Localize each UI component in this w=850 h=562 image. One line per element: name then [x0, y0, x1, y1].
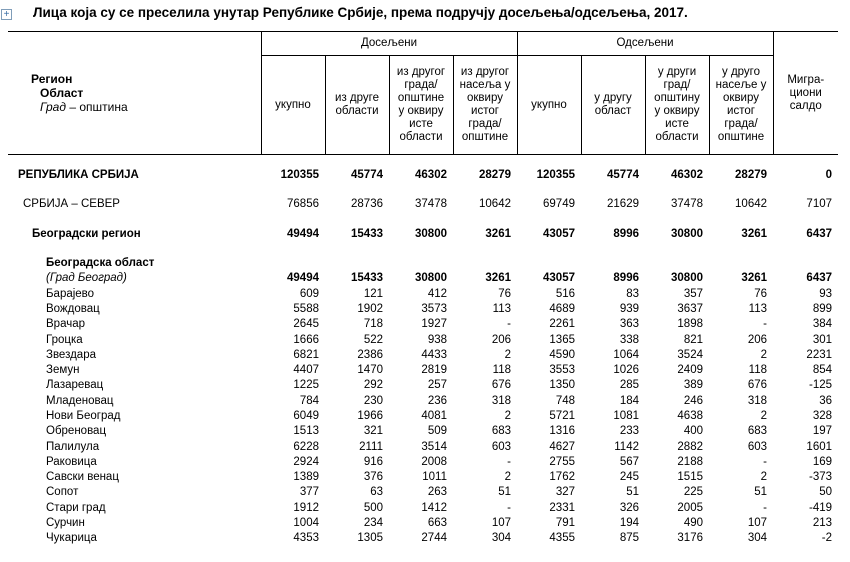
value-cell: 1470	[357, 364, 383, 377]
value-cell: 76	[754, 287, 768, 300]
oblast-row	[8, 256, 838, 271]
spacer-row	[8, 242, 838, 256]
value-cell: 3553	[549, 364, 575, 377]
row-label: Сопот	[46, 486, 79, 499]
value-cell: 609	[299, 287, 319, 300]
spacer-row	[8, 155, 838, 169]
row-label: Београдска област	[46, 257, 155, 270]
odseljeni-col-header-2: у другу област	[581, 56, 645, 155]
value-cell: 76856	[287, 198, 319, 211]
row-label: (Град Београд)	[46, 272, 127, 285]
value-cell: 43057	[543, 227, 575, 240]
grad-label: Град	[40, 100, 66, 114]
value-cell: -	[507, 501, 511, 514]
value-cell: 3637	[677, 302, 703, 315]
value-cell: 603	[491, 440, 511, 453]
value-cell: 121	[363, 287, 383, 300]
row-label: Вождовац	[46, 302, 100, 315]
value-cell: 748	[555, 394, 575, 407]
value-cell: 120355	[280, 169, 319, 182]
value-cell: 93	[819, 287, 833, 300]
value-cell: 2261	[549, 318, 575, 331]
value-cell: 1081	[613, 410, 639, 422]
value-cell: 30800	[671, 272, 703, 285]
table-header	[8, 32, 838, 155]
empty-cell	[709, 256, 773, 271]
value-cell: 3261	[741, 272, 768, 285]
value-cell: 234	[363, 517, 383, 530]
value-cell: 384	[812, 318, 833, 331]
value-cell: 45774	[351, 169, 383, 182]
table-title: Лица која су се преселила унутар Републике Србије, према подручју досељења/одсељења, 2017.	[33, 5, 688, 20]
value-cell: 327	[555, 486, 575, 499]
grad-row	[8, 271, 838, 286]
municipality-row	[8, 485, 838, 500]
value-cell: 509	[427, 425, 447, 438]
value-cell: 206	[747, 333, 768, 346]
opstina-label: – општина	[65, 100, 128, 114]
value-cell: 45774	[607, 169, 639, 182]
value-cell: -	[763, 455, 768, 468]
value-cell: 1365	[549, 333, 575, 346]
row-label: Стари град	[46, 501, 106, 514]
value-cell: 1305	[357, 532, 383, 545]
empty-cell	[517, 256, 581, 271]
value-cell: 76	[498, 287, 511, 300]
row-label: Сурчин	[46, 517, 85, 530]
value-cell: 412	[427, 287, 447, 300]
value-cell: -419	[808, 501, 833, 514]
value-cell: 1902	[357, 302, 383, 315]
value-cell: 916	[363, 455, 383, 468]
municipality-row	[8, 378, 838, 393]
value-cell: 2	[760, 348, 768, 361]
value-cell: 3573	[421, 302, 447, 315]
value-cell: 4081	[421, 410, 447, 422]
row-label: СРБИЈА – СЕВЕР	[23, 198, 120, 211]
value-cell: 318	[747, 394, 768, 407]
value-cell: 2819	[421, 364, 447, 377]
value-cell: 10642	[735, 198, 768, 211]
value-cell: 6437	[806, 227, 833, 240]
value-cell: 899	[812, 302, 833, 315]
value-cell: 376	[363, 471, 383, 484]
row-label: Београдски регион	[32, 227, 141, 240]
value-cell: -373	[808, 471, 833, 484]
row-label: Гроцка	[46, 333, 83, 346]
value-cell: 500	[363, 501, 383, 514]
value-cell: 30800	[415, 272, 447, 285]
odseljeni-col-header-3: у други град/ општину у оквиру исте области	[645, 56, 709, 155]
value-cell: 1064	[613, 348, 639, 361]
municipality-row	[8, 516, 838, 531]
value-cell: 246	[683, 394, 703, 407]
value-cell: 3261	[741, 227, 768, 240]
empty-cell	[453, 256, 517, 271]
value-cell: 939	[619, 302, 639, 315]
value-cell: 1316	[549, 425, 575, 438]
municipality-row	[8, 501, 838, 516]
value-cell: 1412	[421, 501, 447, 514]
value-cell: 184	[619, 394, 639, 407]
value-cell: 2386	[357, 348, 383, 361]
value-cell: 3176	[677, 532, 703, 545]
empty-cell	[389, 256, 453, 271]
odseljeni-group-header: Одсељени	[517, 32, 773, 56]
value-cell: 2755	[549, 455, 575, 468]
value-cell: 51	[754, 486, 768, 499]
value-cell: 8996	[613, 227, 639, 240]
municipality-row	[8, 286, 838, 301]
value-cell: 83	[626, 287, 639, 300]
value-cell: 516	[555, 287, 575, 300]
value-cell: 2231	[806, 348, 833, 361]
municipality-row	[8, 332, 838, 347]
odseljeni-col-header-1: укупно	[517, 56, 581, 155]
value-cell: 603	[747, 440, 768, 453]
value-cell: 1912	[293, 501, 319, 514]
value-cell: 326	[619, 501, 639, 514]
region-header-cell	[8, 32, 261, 155]
value-cell: -	[763, 318, 768, 331]
value-cell: 4638	[677, 410, 703, 422]
value-cell: 28279	[735, 169, 768, 182]
value-cell: 663	[427, 517, 447, 530]
belgrade-region-row	[8, 227, 838, 242]
value-cell: 213	[812, 517, 833, 530]
row-label: Палилула	[46, 440, 100, 453]
value-cell: 1225	[293, 379, 319, 392]
value-cell: 37478	[415, 198, 447, 211]
value-cell: 63	[370, 486, 383, 499]
row-label: Врачар	[46, 318, 85, 331]
value-cell: 389	[683, 379, 703, 392]
value-cell: 1004	[293, 517, 319, 530]
value-cell: -	[507, 318, 511, 331]
value-cell: 206	[491, 333, 511, 346]
value-cell: 1966	[357, 410, 383, 422]
value-cell: 1350	[549, 379, 575, 392]
value-cell: 169	[812, 455, 833, 468]
value-cell: 567	[619, 455, 639, 468]
statistics-table-container	[8, 31, 838, 547]
value-cell: 113	[748, 302, 768, 315]
row-label: Савски венац	[46, 471, 119, 484]
value-cell: 718	[363, 318, 383, 331]
municipality-row	[8, 470, 838, 485]
empty-cell	[581, 256, 645, 271]
value-cell: 2	[504, 471, 511, 484]
value-cell: 377	[299, 486, 319, 499]
value-cell: 51	[626, 486, 639, 499]
value-cell: 230	[363, 394, 383, 407]
value-cell: 683	[491, 425, 511, 438]
empty-cell	[645, 256, 709, 271]
value-cell: 7107	[806, 198, 833, 211]
municipality-row	[8, 439, 838, 454]
value-cell: 1601	[806, 440, 833, 453]
value-cell: 285	[619, 379, 639, 392]
value-cell: 2	[760, 410, 768, 422]
doseljeni-col-header-4: из другог насеља у оквиру истог града/ општине	[453, 56, 517, 155]
municipality-row	[8, 363, 838, 378]
value-cell: 30800	[671, 227, 703, 240]
value-cell: 2882	[677, 440, 703, 453]
value-cell: 676	[491, 379, 511, 392]
row-label: Раковица	[46, 455, 97, 468]
value-cell: 21629	[607, 198, 639, 211]
value-cell: 113	[492, 302, 511, 315]
municipality-row	[8, 455, 838, 470]
value-cell: 338	[619, 333, 639, 346]
value-cell: 28279	[479, 169, 511, 182]
value-cell: 15433	[351, 227, 383, 240]
value-cell: 3514	[421, 440, 447, 453]
value-cell: 4433	[421, 348, 447, 361]
value-cell: 36	[819, 394, 833, 407]
value-cell: 304	[491, 532, 511, 545]
value-cell: 2744	[421, 532, 447, 545]
doseljeni-col-header-2: из друге области	[325, 56, 389, 155]
value-cell: 318	[491, 394, 511, 407]
value-cell: 791	[555, 517, 575, 530]
value-cell: 821	[683, 333, 703, 346]
municipality-row	[8, 531, 838, 546]
value-cell: 1927	[421, 318, 447, 331]
odseljeni-col-header-4: у друго насеље у оквиру истог града/ општине	[709, 56, 773, 155]
row-label: Лазаревац	[46, 379, 104, 392]
value-cell: 3261	[485, 272, 511, 285]
value-cell: 1666	[293, 333, 319, 346]
value-cell: 225	[683, 486, 703, 499]
value-cell: 1142	[614, 440, 639, 453]
value-cell: 69749	[543, 198, 575, 211]
value-cell: 5588	[293, 302, 319, 315]
value-cell: 5721	[549, 410, 575, 422]
value-cell: 292	[363, 379, 383, 392]
value-cell: 120355	[536, 169, 575, 182]
row-label: РЕПУБЛИКА СРБИЈА	[18, 169, 139, 182]
value-cell: 30800	[415, 227, 447, 240]
value-cell: 301	[812, 333, 833, 346]
value-cell: 2645	[293, 318, 319, 331]
value-cell: 2924	[293, 455, 319, 468]
value-cell: 233	[619, 425, 639, 438]
republic-row	[8, 168, 838, 183]
region-label: Регион	[31, 72, 73, 86]
value-cell: 938	[427, 333, 447, 346]
value-cell: 51	[498, 486, 511, 499]
value-cell: 1898	[677, 318, 703, 331]
value-cell: 490	[683, 517, 703, 530]
value-cell: 4627	[549, 440, 575, 453]
migration-table	[8, 31, 838, 547]
value-cell: 46302	[671, 169, 703, 182]
value-cell: 118	[748, 364, 768, 377]
row-label: Нови Београд	[46, 410, 121, 422]
value-cell: -	[507, 455, 511, 468]
municipality-row	[8, 348, 838, 363]
value-cell: 2005	[677, 501, 703, 514]
value-cell: 236	[427, 394, 447, 407]
value-cell: 1026	[613, 364, 639, 377]
value-cell: 522	[363, 333, 383, 346]
municipality-row	[8, 317, 838, 332]
value-cell: 49494	[287, 272, 319, 285]
value-cell: 0	[825, 169, 833, 182]
value-cell: 4355	[549, 532, 575, 545]
value-cell: 854	[812, 364, 833, 377]
row-label: Обреновац	[46, 425, 107, 438]
value-cell: -125	[808, 379, 833, 392]
value-cell: 2008	[421, 455, 447, 468]
value-cell: 107	[747, 517, 768, 530]
value-cell: 4407	[293, 364, 319, 377]
value-cell: -2	[821, 532, 833, 545]
value-cell: 304	[747, 532, 768, 545]
value-cell: 363	[619, 318, 639, 331]
value-cell: 784	[299, 394, 319, 407]
spacer-row	[8, 213, 838, 227]
value-cell: 50	[819, 486, 833, 499]
value-cell: 6228	[293, 440, 319, 453]
row-label: Земун	[46, 364, 80, 377]
value-cell: 1389	[293, 471, 319, 484]
value-cell: 1515	[677, 471, 703, 484]
value-cell: 400	[683, 425, 703, 438]
value-cell: 3524	[677, 348, 703, 361]
value-cell: 10642	[479, 198, 511, 211]
value-cell: 2	[504, 410, 511, 422]
value-cell: 245	[619, 471, 639, 484]
value-cell: 2331	[549, 501, 575, 514]
value-cell: 3261	[485, 227, 511, 240]
value-cell: 197	[812, 425, 833, 438]
value-cell: 357	[683, 287, 703, 300]
migration-balance-header	[773, 32, 838, 155]
value-cell: 118	[492, 364, 511, 377]
municipality-row	[8, 394, 838, 409]
value-cell: 2188	[677, 455, 703, 468]
value-cell: 43057	[543, 272, 575, 285]
value-cell: 321	[363, 425, 383, 438]
value-cell: 2	[504, 348, 511, 361]
value-cell: 1513	[293, 425, 319, 438]
value-cell: 683	[747, 425, 768, 438]
spacer-row	[8, 183, 838, 197]
value-cell: 2409	[677, 364, 703, 377]
migration-balance-label: Мигра- циони салдо	[787, 73, 825, 112]
value-cell: 6437	[806, 272, 833, 285]
value-cell: 28736	[351, 198, 383, 211]
value-cell: 1762	[549, 471, 575, 484]
value-cell: 46302	[415, 169, 447, 182]
value-cell: 328	[812, 410, 833, 422]
value-cell: 107	[491, 517, 511, 530]
value-cell: 875	[619, 532, 639, 545]
municipality-row	[8, 424, 838, 439]
value-cell: 6049	[293, 410, 319, 422]
value-cell: 8996	[613, 272, 639, 285]
value-cell: 37478	[671, 198, 703, 211]
doseljeni-group-header: Досељени	[261, 32, 517, 56]
value-cell: -	[763, 501, 768, 514]
value-cell: 4353	[293, 532, 319, 545]
value-cell: 2	[760, 471, 768, 484]
oblast-label: Област	[40, 86, 84, 100]
value-cell: 676	[747, 379, 768, 392]
value-cell: 194	[619, 517, 639, 530]
row-label: Младеновац	[46, 394, 114, 407]
empty-cell	[261, 256, 325, 271]
value-cell: 15433	[351, 272, 383, 285]
table-body	[8, 155, 838, 547]
municipality-row	[8, 302, 838, 317]
empty-cell	[773, 256, 838, 271]
row-label: Звездара	[46, 348, 96, 361]
value-cell: 49494	[287, 227, 319, 240]
value-cell: 263	[427, 486, 447, 499]
value-cell: 1011	[422, 471, 447, 484]
municipality-row	[8, 409, 838, 424]
value-cell: 2111	[359, 440, 383, 453]
value-cell: 257	[427, 379, 447, 392]
value-cell: 6821	[293, 348, 319, 361]
doseljeni-col-header-1: укупно	[261, 56, 325, 155]
doseljeni-col-header-3: из другог града/ општине у оквиру исте области	[389, 56, 453, 155]
value-cell: 4689	[549, 302, 575, 315]
empty-cell	[325, 256, 389, 271]
row-label: Барајево	[46, 287, 95, 300]
value-cell: 4590	[549, 348, 575, 361]
table-move-handle-icon[interactable]: +	[1, 9, 12, 20]
row-label: Чукарица	[46, 532, 97, 545]
serbia-north-row	[8, 197, 838, 212]
